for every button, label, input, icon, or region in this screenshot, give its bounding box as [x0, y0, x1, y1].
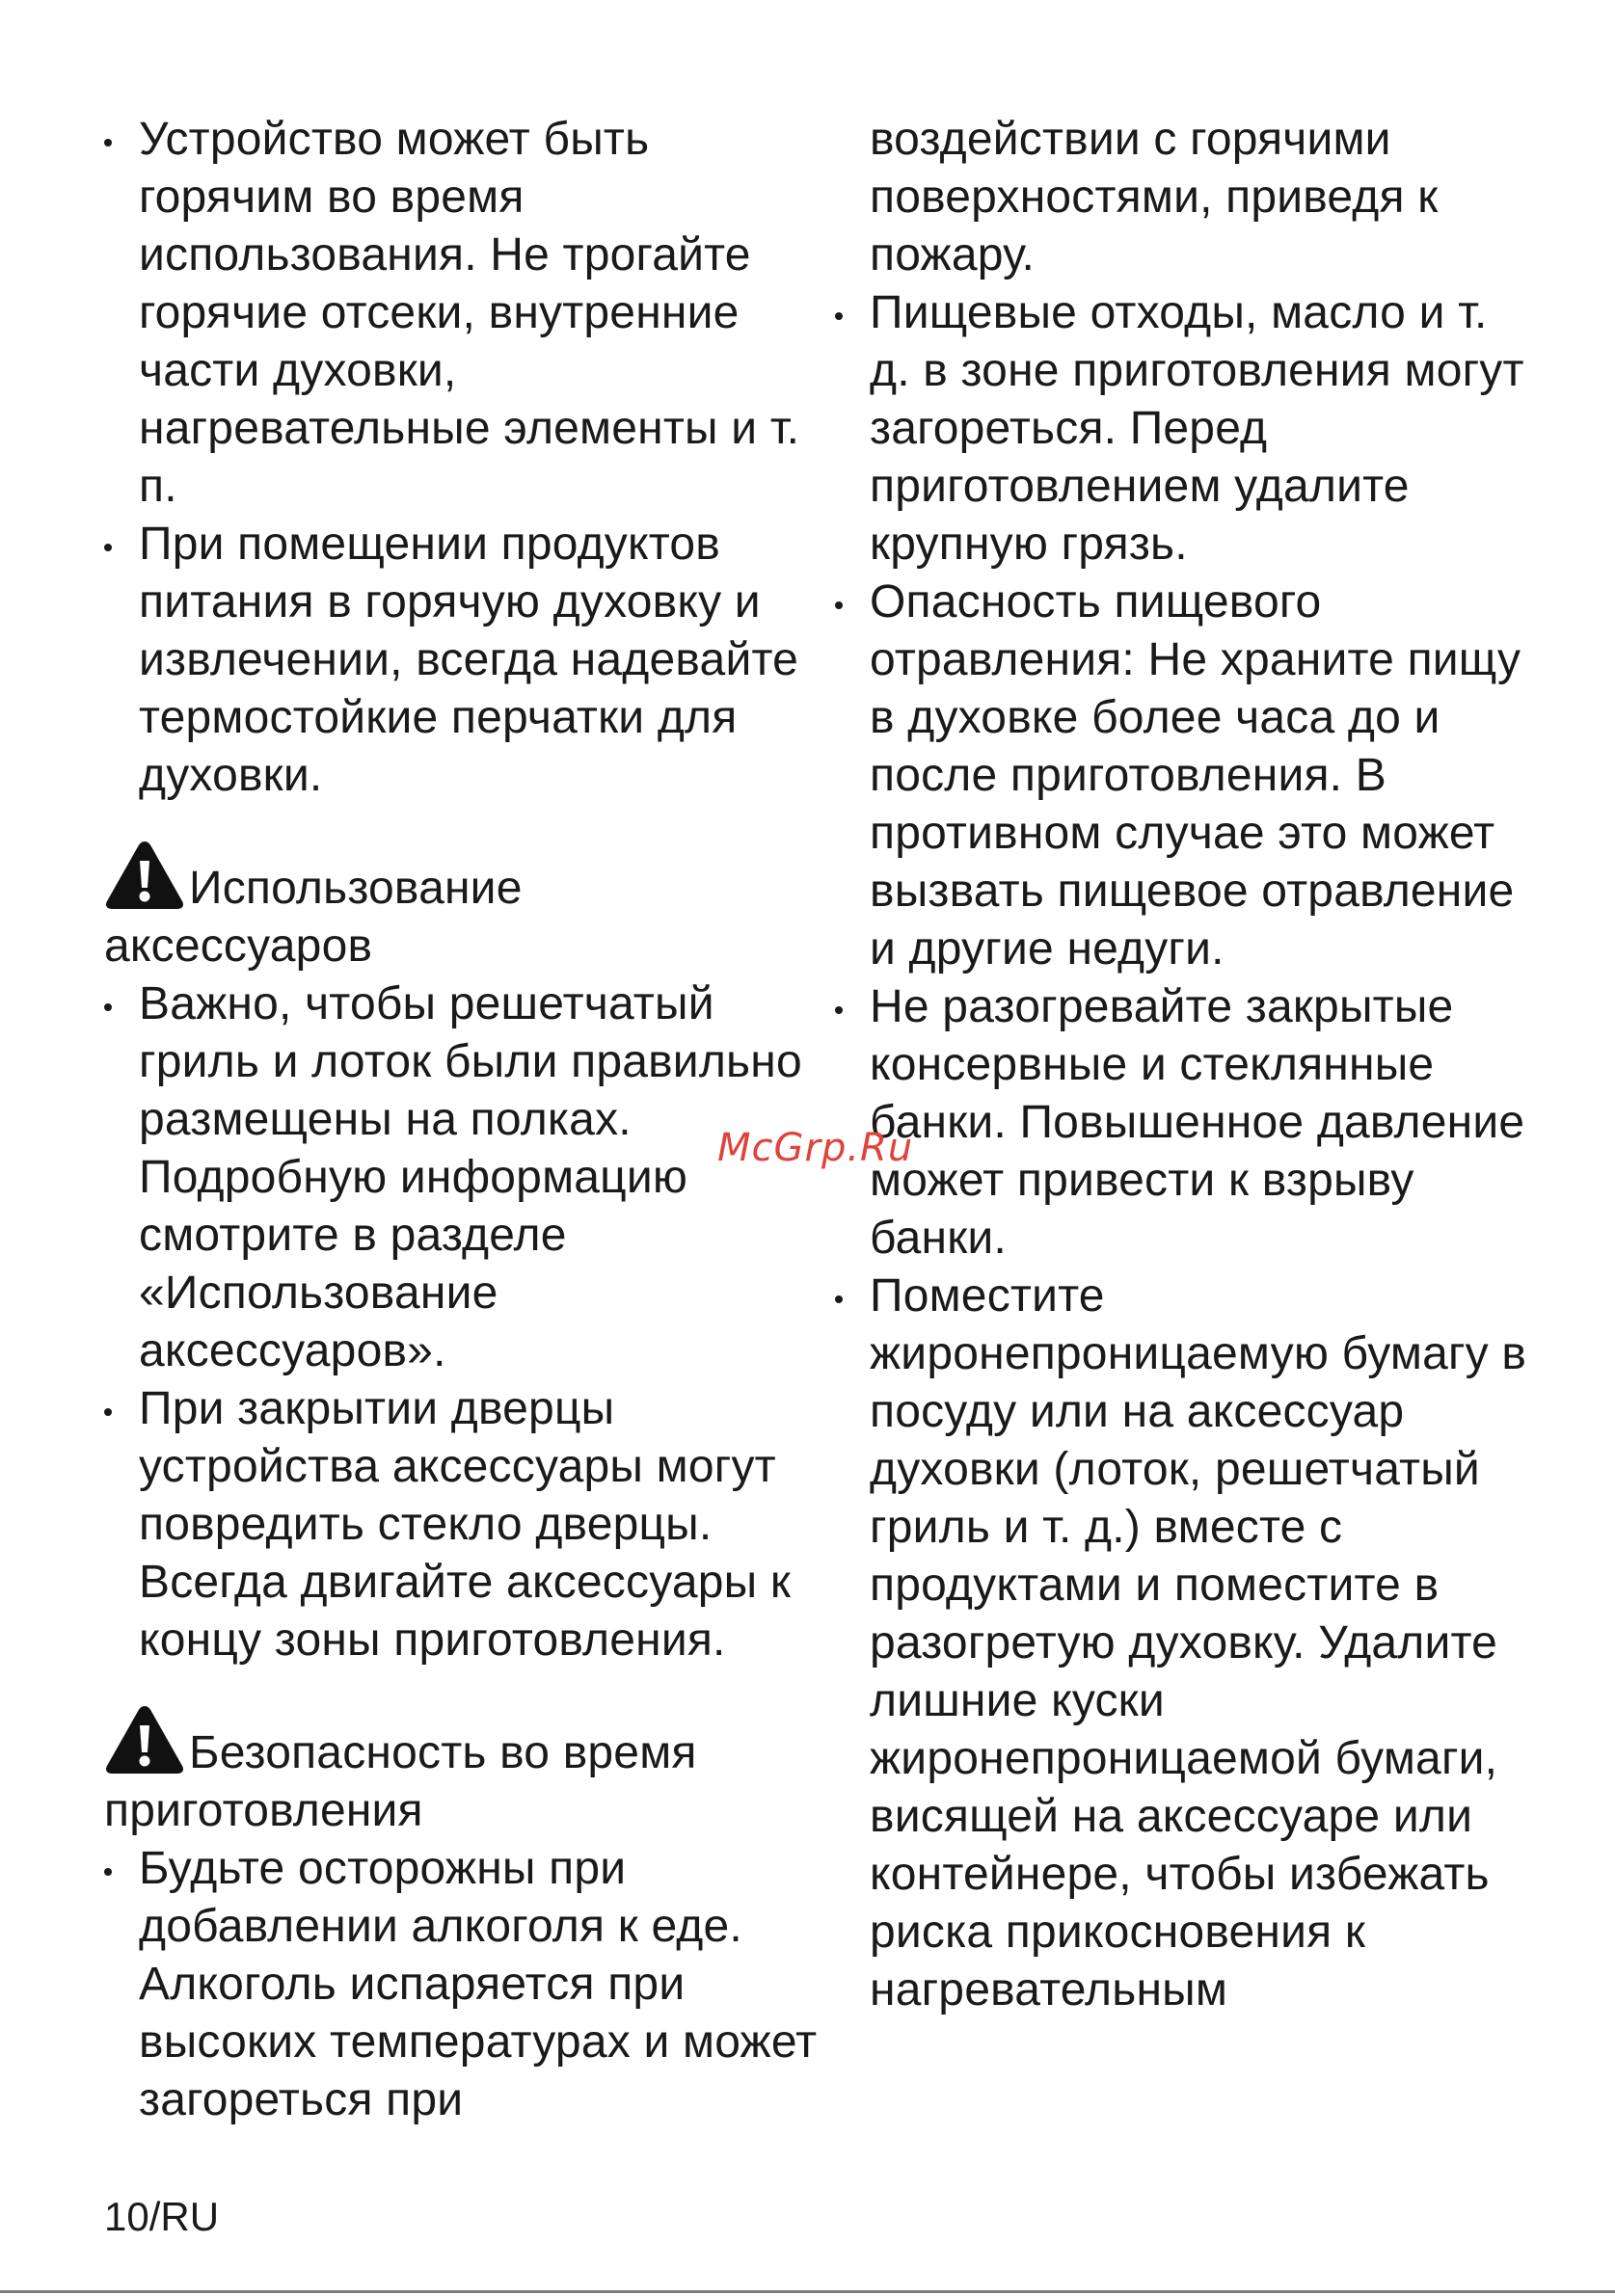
- bullet-text: Пищевые отходы, масло и т. д. в зоне приготовления могут загореться. Перед приготовлением удалите крупную грязь.: [870, 287, 1524, 570]
- bullet-dot: [104, 139, 112, 147]
- bullet-text: При закрытии дверцы устройства аксессуары могут повредить стекло дверцы. Всегда двигайте аксессуары к концу зоны приготовления.: [139, 1383, 792, 1666]
- bullet-dot: [104, 1003, 112, 1011]
- bullet-item: [104, 1380, 818, 1669]
- bullet-dot: [835, 1295, 843, 1303]
- bullet-item: [835, 574, 1529, 978]
- bullet-dot: [104, 1868, 112, 1876]
- bullet-item: [104, 975, 818, 1380]
- bullet-dot: [104, 544, 112, 551]
- bullet-item: [104, 111, 818, 516]
- left-column: [104, 111, 818, 2129]
- bullet-item: [104, 1840, 818, 2129]
- page-number: 10/RU: [104, 2194, 220, 2239]
- bullet-dot: [104, 1408, 112, 1416]
- bullet-text: Устройство может быть горячим во время использования. Не трогайте горячие отсеки, внутренние части духовки, нагревательные элементы и т. п.: [139, 114, 800, 512]
- bullet-dot: [835, 1006, 843, 1014]
- heading-line: Использование: [189, 863, 523, 914]
- bullet-item: [104, 516, 818, 805]
- bottom-divider: [0, 2290, 1615, 2293]
- bullet-dot: [835, 312, 843, 320]
- bullet-text: Не разогревайте закрытые консервные и стеклянные банки. Повышенное давление может привести к взрыву банки.: [870, 981, 1525, 1264]
- heading-line: аксессуаров: [104, 921, 373, 972]
- bullet-text: Поместите жиронепроницаемую бумагу в посуду или на аксессуар духовки (лоток, решетчатый гриль и т. д.) вместе с продуктами и поместите в разогретую духовку. Удалите лишние куски жиронепроницаемой бумаги, висящей на аксессуаре или контейнере, чтобы избежать риска прикосновения к нагревательным: [870, 1270, 1527, 2016]
- warning-triangle-icon: [104, 840, 185, 911]
- warning-triangle-icon: [104, 1704, 185, 1775]
- bullet-text: Важно, чтобы решетчатый гриль и лоток были правильно размещены на полках. Подробную информацию смотрите в разделе «Использование аксессуаров».: [139, 978, 802, 1376]
- heading-line: Безопасность во время: [189, 1727, 697, 1778]
- bullet-text: Опасность пищевого отравления: Не храните пищу в духовке более часа до и после приготовления. В противном случае это может вызвать пищевое отравление и другие недуги.: [870, 576, 1521, 974]
- continued-text: воздействии с горячими поверхностями, приведя к пожару.: [870, 114, 1439, 280]
- section-heading-accessories: [104, 840, 818, 975]
- bullet-item: [835, 1268, 1529, 2019]
- section-heading-cooking-safety: [104, 1704, 818, 1840]
- watermark: McGrp.Ru: [717, 1126, 914, 1170]
- heading-line: приготовления: [104, 1785, 423, 1836]
- right-column: [835, 111, 1529, 2019]
- bullet-text: Будьте осторожны при добавлении алкоголя к еде. Алкоголь испаряется при высоких температурах и может загореться при: [139, 1843, 818, 2125]
- bullet-text: При помещении продуктов питания в горячую духовку и извлечении, всегда надевайте термостойкие перчатки для духовки.: [139, 519, 798, 801]
- bullet-dot: [835, 601, 843, 609]
- bullet-item: [835, 978, 1529, 1268]
- bullet-item: [835, 284, 1529, 574]
